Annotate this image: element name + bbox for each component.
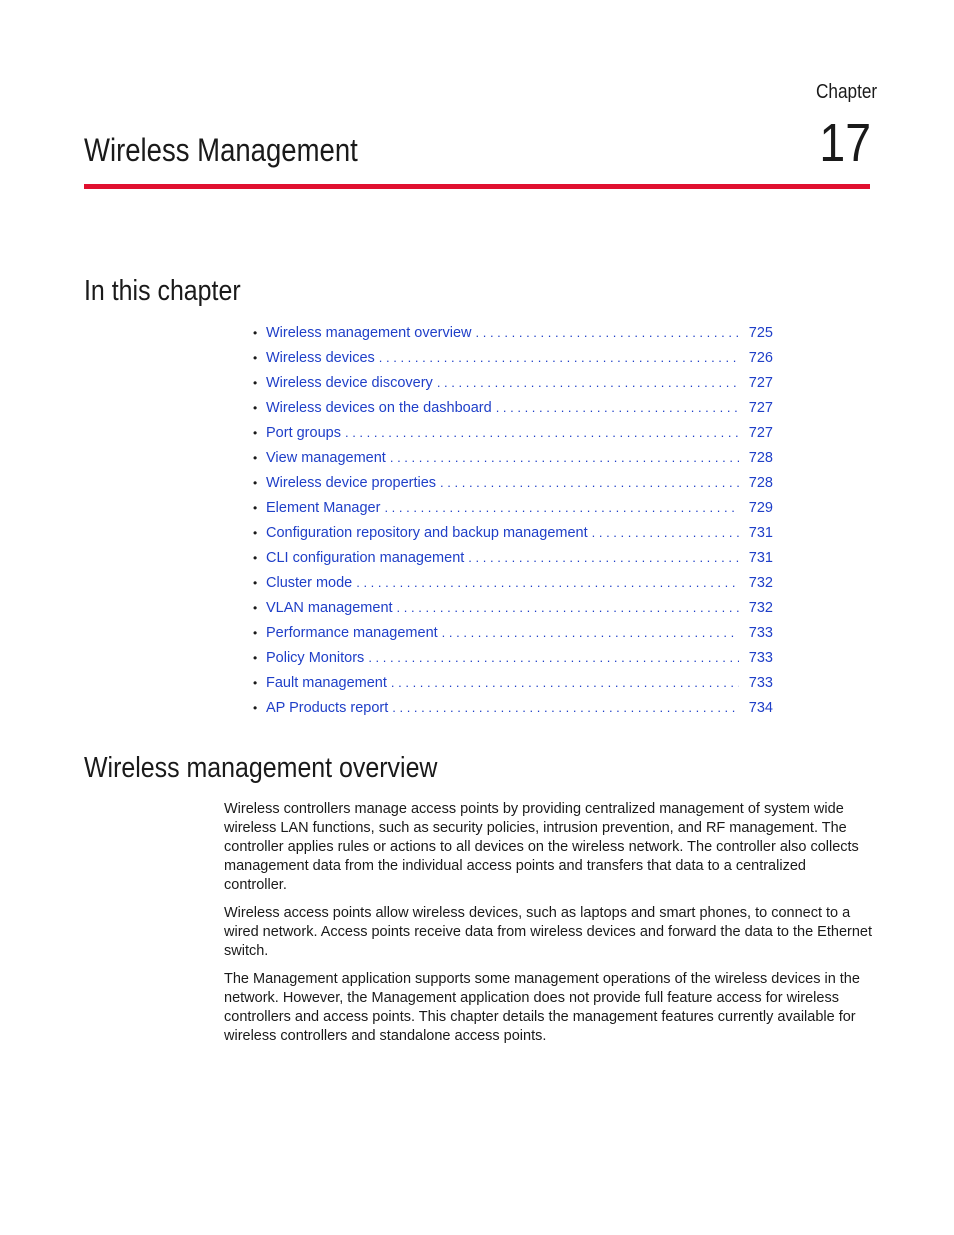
- toc-page-number[interactable]: 728: [748, 475, 773, 491]
- toc-bullet: •: [253, 376, 258, 390]
- toc-leader-dots: [397, 595, 739, 620]
- chapter-number: 17: [819, 113, 871, 173]
- toc-entry: [253, 345, 773, 370]
- toc-entry: [253, 545, 773, 570]
- toc-leader-dots: [442, 620, 739, 645]
- toc-bullet: •: [253, 551, 258, 565]
- toc-page-number[interactable]: 732: [748, 600, 773, 616]
- toc-link[interactable]: View management: [266, 450, 386, 466]
- toc-entry: [253, 395, 773, 420]
- toc-entry: [253, 370, 773, 395]
- toc-leader-dots: [391, 670, 739, 695]
- toc-page-number[interactable]: 725: [748, 325, 773, 341]
- toc-page-number[interactable]: 726: [748, 350, 773, 366]
- toc-bullet: •: [253, 426, 258, 440]
- toc-link[interactable]: Cluster mode: [266, 575, 353, 591]
- toc-entry: [253, 695, 773, 720]
- toc-link[interactable]: Wireless devices: [266, 350, 375, 366]
- toc-link[interactable]: Port groups: [266, 425, 341, 441]
- toc-entry: [253, 320, 773, 345]
- toc-leader-dots: [496, 395, 739, 420]
- toc-page-number[interactable]: 731: [748, 525, 773, 541]
- chapter-title-rule: [84, 184, 870, 189]
- toc-link[interactable]: Policy Monitors: [266, 650, 365, 666]
- overview-body: [224, 800, 872, 1055]
- toc-entry: [253, 620, 773, 645]
- toc-bullet: •: [253, 451, 258, 465]
- toc-leader-dots: [390, 445, 739, 470]
- toc-page-number[interactable]: 733: [748, 675, 773, 691]
- toc-page-number[interactable]: 727: [748, 375, 773, 391]
- toc-leader-dots: [592, 520, 739, 545]
- toc-entry: [253, 645, 773, 670]
- toc-entry: [253, 570, 773, 595]
- toc-leader-dots: [437, 370, 739, 395]
- toc-leader-dots: [392, 695, 739, 720]
- toc-entry: [253, 495, 773, 520]
- toc-link[interactable]: Wireless device discovery: [266, 375, 433, 391]
- toc-link[interactable]: Fault management: [266, 675, 387, 691]
- toc-page-number[interactable]: 727: [748, 425, 773, 441]
- toc-link[interactable]: Wireless management overview: [266, 325, 472, 341]
- in-this-chapter-heading: In this chapter: [84, 275, 241, 307]
- chapter-toc: [253, 320, 773, 720]
- overview-paragraph: Wireless access points allow wireless devices, such as laptops and smart phones, to connect to a wired network. Access points receive data from wireless devices and forward the data to the Ethernet switch.: [224, 905, 872, 959]
- toc-bullet: •: [253, 676, 258, 690]
- toc-page-number[interactable]: 728: [748, 450, 773, 466]
- toc-bullet: •: [253, 401, 258, 415]
- chapter-label: Chapter: [815, 81, 877, 103]
- toc-link[interactable]: Performance management: [266, 625, 438, 641]
- toc-bullet: •: [253, 701, 258, 715]
- toc-bullet: •: [253, 576, 258, 590]
- toc-leader-dots: [356, 570, 739, 595]
- overview-heading: Wireless management overview: [84, 752, 438, 784]
- toc-entry: [253, 445, 773, 470]
- toc-link[interactable]: CLI configuration management: [266, 550, 465, 566]
- overview-paragraph: The Management application supports some management operations of the wireless devices in the network. However, the Management application does not provide full feature access for wireless controllers and access points. This chapter details the management features currently available for wireless controllers and standalone access points.: [224, 971, 860, 1044]
- toc-bullet: •: [253, 476, 258, 490]
- toc-link[interactable]: AP Products report: [266, 700, 389, 716]
- toc-link[interactable]: Element Manager: [266, 500, 381, 516]
- toc-bullet: •: [253, 526, 258, 540]
- toc-page-number[interactable]: 733: [748, 650, 773, 666]
- toc-page-number[interactable]: 732: [748, 575, 773, 591]
- toc-entry: [253, 670, 773, 695]
- toc-entry: [253, 595, 773, 620]
- overview-paragraph: Wireless controllers manage access points by providing centralized management of system wide wireless LAN functions, such as security policies, intrusion prevention, and RF management. The controller applies rules or actions to all devices on the wireless network. The controller also collects management data from the individual access points and transfers that data to a centralized controller.: [224, 801, 859, 893]
- toc-leader-dots: [476, 320, 740, 345]
- toc-link[interactable]: VLAN management: [266, 600, 393, 616]
- toc-entry: [253, 520, 773, 545]
- toc-page-number[interactable]: 727: [748, 400, 773, 416]
- toc-leader-dots: [345, 420, 739, 445]
- toc-entry: [253, 420, 773, 445]
- toc-bullet: •: [253, 351, 258, 365]
- toc-leader-dots: [384, 495, 739, 520]
- toc-page-number[interactable]: 734: [748, 700, 773, 716]
- toc-link[interactable]: Wireless device properties: [266, 475, 437, 491]
- toc-bullet: •: [253, 626, 258, 640]
- toc-leader-dots: [379, 345, 739, 370]
- toc-link[interactable]: Wireless devices on the dashboard: [266, 400, 492, 416]
- toc-entry: [253, 470, 773, 495]
- toc-bullet: •: [253, 501, 258, 515]
- toc-leader-dots: [368, 645, 739, 670]
- toc-bullet: •: [253, 326, 258, 340]
- toc-link[interactable]: Configuration repository and backup management: [266, 525, 588, 541]
- toc-page-number[interactable]: 731: [748, 550, 773, 566]
- toc-bullet: •: [253, 601, 258, 615]
- toc-leader-dots: [468, 545, 739, 570]
- toc-page-number[interactable]: 729: [748, 500, 773, 516]
- toc-page-number[interactable]: 733: [748, 625, 773, 641]
- toc-leader-dots: [440, 470, 739, 495]
- chapter-title: Wireless Management: [84, 132, 358, 168]
- toc-bullet: •: [253, 651, 258, 665]
